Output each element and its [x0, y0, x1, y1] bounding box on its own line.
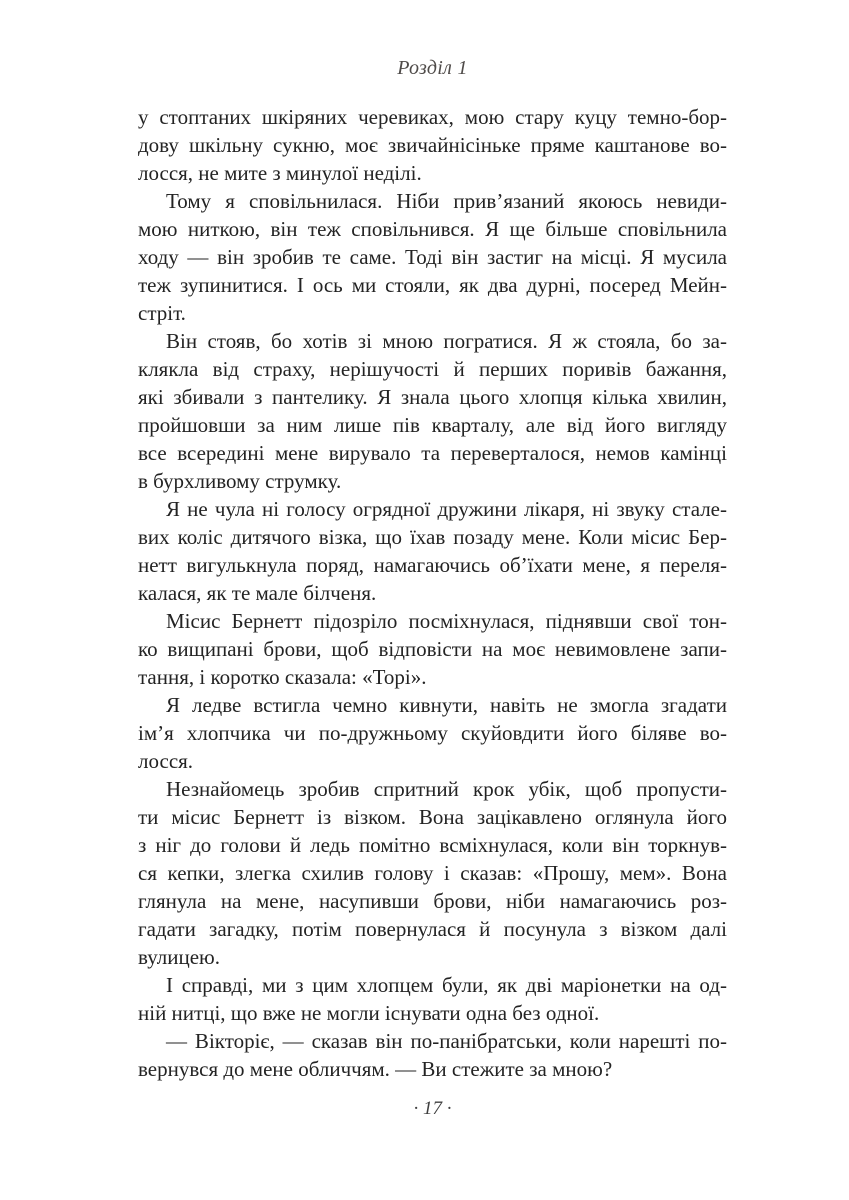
text-line: у стоптаних шкіряних черевиках, мою стару куцу темно-бор- — [138, 105, 727, 129]
text-line: все всередині мене вирувало та переверталося, немов камінці — [138, 441, 727, 465]
text-line: дову шкільну сукню, моє звичайнісіньке пряме каштанове во- — [138, 133, 727, 157]
text-line: лосся. — [138, 749, 194, 773]
text-line: І справді, ми з цим хлопцем були, як дві маріонетки на од- — [166, 973, 727, 997]
text-line: ім’я хлопчика чи по-дружньому скуйовдити його біляве во- — [138, 721, 727, 745]
text-line: клякла від страху, нерішучості й перших поривів бажання, — [138, 357, 727, 381]
text-line: ходу — він зробив те саме. Тоді він застиг на місці. Я мусила — [138, 245, 727, 269]
paragraph — [138, 187, 727, 327]
text-line: глянула на мене, насупивши брови, ніби намагаючись роз- — [138, 889, 727, 913]
text-line: в бурхливому струмку. — [138, 469, 342, 493]
body-text — [138, 103, 727, 1083]
text-line: Місис Бернетт підозріло посміхнулася, піднявши свої тон- — [166, 609, 727, 633]
text-line: пройшовши за ним лише пів кварталу, але від його вигляду — [138, 413, 727, 437]
text-line: з ніг до голови й ледь помітно всміхнулася, коли він торкнув- — [138, 833, 727, 857]
text-line: які збивали з пантелику. Я знала цього хлопця кілька хвилин, — [138, 385, 727, 409]
text-line: тання, і коротко сказала: «Торі». — [138, 665, 427, 689]
text-line: ній нитці, що вже не могли існувати одна без одної. — [138, 1001, 600, 1025]
paragraph — [138, 971, 727, 1027]
text-line: Він стояв, бо хотів зі мною погратися. Я ж стояла, бо за- — [166, 329, 727, 353]
text-line: теж зупинитися. І ось ми стояли, як два дурні, посеред Мейн- — [138, 273, 727, 297]
text-line: гадати загадку, потім повернулася й посунула з візком далі — [138, 917, 727, 941]
text-line: калася, як те мале білченя. — [138, 581, 377, 605]
chapter-header: Розділ 1 — [397, 57, 468, 79]
text-line: лосся, не мите з минулої неділі. — [138, 161, 422, 185]
paragraph — [138, 1027, 727, 1083]
paragraph — [138, 327, 727, 495]
text-line: мою ниткою, він теж сповільнився. Я ще більше сповільнила — [138, 217, 727, 241]
page-number: · 17 · — [413, 1098, 452, 1119]
text-line: ся кепки, злегка схилив голову і сказав: «Прошу, мем». Вона — [138, 861, 727, 885]
paragraph — [138, 103, 727, 187]
text-line: стріт. — [138, 301, 186, 325]
text-line: нетт вигулькнула поряд, намагаючись об’їхати мене, я переля- — [138, 553, 727, 577]
text-line: ко вищипані брови, щоб відповісти на моє невимовлене запи- — [138, 637, 727, 661]
text-line: Тому я сповільнилася. Ніби прив’язаний якоюсь невиди- — [166, 189, 727, 213]
text-line: вулицею. — [138, 945, 220, 969]
text-line: — Вікторіє, — сказав він по-панібратськи, коли нарешті по- — [166, 1029, 727, 1053]
paragraph — [138, 495, 727, 607]
text-line: вернувся до мене обличчям. — Ви стежите за мною? — [138, 1057, 613, 1081]
paragraph — [138, 775, 727, 971]
text-line: Я не чула ні голосу огрядної дружини лікаря, ні звуку стале- — [166, 497, 727, 521]
paragraph — [138, 607, 727, 691]
text-line: Я ледве встигла чемно кивнути, навіть не змогла згадати — [166, 693, 727, 717]
text-line: Незнайомець зробив спритний крок убік, щоб пропусти- — [166, 777, 727, 801]
paragraph — [138, 691, 727, 775]
text-line: вих коліс дитячого візка, що їхав позаду мене. Коли місис Бер- — [138, 525, 727, 549]
text-line: ти місис Бернетт із візком. Вона зацікавлено оглянула його — [138, 805, 727, 829]
